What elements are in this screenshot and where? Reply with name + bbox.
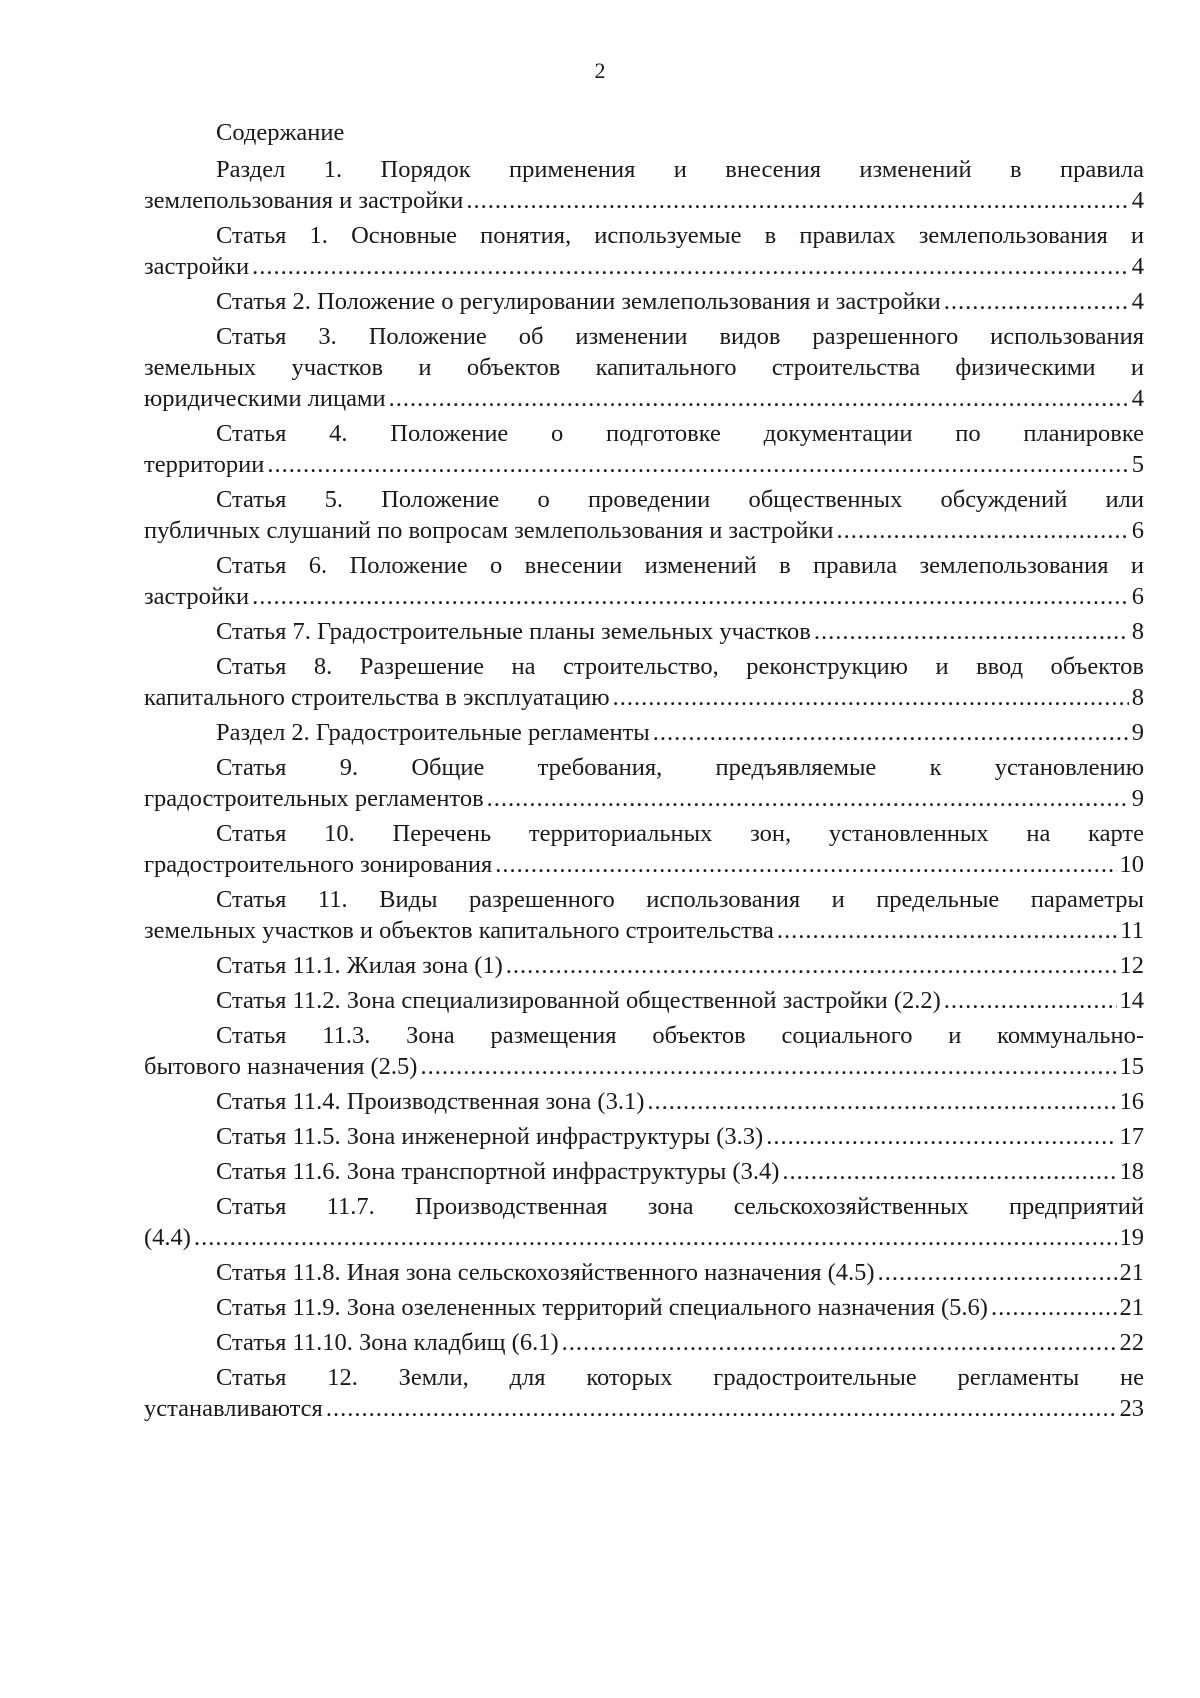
toc-entry-line [144,1327,1144,1358]
toc-entry[interactable] [144,616,1144,647]
toc-entry[interactable] [144,985,1144,1016]
toc-entry-page-number: 21 [1119,1294,1144,1321]
toc-entry-line [144,1222,1144,1253]
dot-leader [562,1327,1117,1358]
toc-entry[interactable] [144,1257,1144,1288]
toc-entry-line [144,185,1144,216]
toc-entry-line: Статья 11. Виды разрешенного использования и предельные параметры [216,886,1144,913]
dot-leader [506,950,1117,981]
dot-leader [653,717,1129,748]
toc-entry-title: земельных участков и объектов капитального строительства [144,917,774,944]
toc-entry-page-number: 4 [1131,253,1144,280]
dot-leader [837,515,1129,546]
toc-entry-line: Раздел 1. Порядок применения и внесения изменений в правила [216,156,1144,183]
toc-entry-title: Статья 11.2. Зона специализированной общественной застройки (2.2) [216,987,941,1014]
toc-entry-line [144,286,1144,317]
toc-entry-line: Статья 11.3. Зона размещения объектов социального и коммунально- [216,1022,1144,1049]
dot-leader [782,1156,1116,1187]
toc-entry-page-number: 10 [1119,851,1144,878]
dot-leader [991,1292,1117,1323]
toc-entry[interactable] [144,651,1144,713]
toc-entry-title: Статья 11.10. Зона кладбищ (6.1) [216,1329,559,1356]
toc-entries [144,154,1144,1424]
toc-entry-line [144,449,1144,480]
toc-entry-title: застройки [144,583,250,610]
toc-entry[interactable] [144,1086,1144,1117]
toc-entry-line: Статья 6. Положение о внесении изменений в правила землепользования и [216,552,1144,579]
toc-entry-page-number: 5 [1131,451,1144,478]
toc-entry-line: Статья 9. Общие требования, предъявляемые к установлению [216,754,1144,781]
toc-entry-line: Статья 10. Перечень территориальных зон, установленных на карте [216,820,1144,847]
toc-entry-title: Статья 11.8. Иная зона сельскохозяйственного назначения (4.5) [216,1259,875,1286]
toc-entry[interactable] [144,1156,1144,1187]
toc-entry-line [144,515,1144,546]
toc-entry-line [144,950,1144,981]
toc-entry[interactable] [144,950,1144,981]
dot-leader [252,251,1129,282]
toc-entry-page-number: 15 [1119,1053,1144,1080]
toc-entry-line: Статья 1. Основные понятия, используемые в правилах землепользования и [216,222,1144,249]
dot-leader [878,1257,1117,1288]
toc-entry-title: Статья 11.9. Зона озелененных территорий специального назначения (5.6) [216,1294,988,1321]
toc-entry-page-number: 4 [1131,187,1144,214]
toc-entry-line [144,1121,1144,1152]
dot-leader [944,985,1117,1016]
toc-entry-line [144,985,1144,1016]
toc-entry-title: градостроительного зонирования [144,851,493,878]
toc-entry[interactable] [144,484,1144,546]
toc-entry-title: устанавливаются [144,1395,323,1422]
toc-entry-line [144,915,1144,946]
toc-entry[interactable] [144,884,1144,946]
toc-entry-page-number: 16 [1119,1088,1144,1115]
toc-entry-line: земельных участков и объектов капитального строительства физическими и [144,354,1144,381]
toc-entry-title: юридическими лицами [144,385,386,412]
toc-entry-title: Статья 2. Положение о регулировании землепользования и застройки [216,288,941,315]
toc-entry-page-number: 14 [1119,987,1144,1014]
toc-entry-page-number: 23 [1119,1395,1144,1422]
toc-entry[interactable] [144,752,1144,814]
toc-entry[interactable] [144,550,1144,612]
toc-entry-title: (4.4) [144,1224,191,1251]
toc-entry-line: Статья 3. Положение об изменении видов разрешенного использования [216,323,1144,350]
toc-entry-line [144,581,1144,612]
dot-leader [814,616,1129,647]
dot-leader [495,849,1116,880]
toc-entry-line [144,383,1144,414]
toc-entry-line [144,1086,1144,1117]
dot-leader [326,1393,1117,1424]
table-of-contents [144,116,1144,1424]
toc-entry-line [144,849,1144,880]
toc-entry-line: Статья 5. Положение о проведении общественных обсуждений или [216,486,1144,513]
toc-entry-page-number: 6 [1131,517,1144,544]
dot-leader [252,581,1129,612]
toc-entry-title: Статья 11.5. Зона инженерной инфраструктуры (3.3) [216,1123,764,1150]
toc-entry[interactable] [144,154,1144,216]
toc-entry[interactable] [144,1327,1144,1358]
toc-entry-page-number: 18 [1119,1158,1144,1185]
toc-entry[interactable] [144,220,1144,282]
toc-entry[interactable] [144,1020,1144,1082]
toc-entry-line [144,251,1144,282]
toc-entry[interactable] [144,818,1144,880]
toc-entry-line [144,616,1144,647]
toc-entry-page-number: 8 [1131,684,1144,711]
page-number: 2 [594,58,606,83]
toc-entry[interactable] [144,1121,1144,1152]
toc-entry-page-number: 8 [1131,618,1144,645]
toc-entry-line: Статья 4. Положение о подготовке документации по планировке [216,420,1144,447]
dot-leader [766,1121,1116,1152]
dot-leader [487,783,1129,814]
toc-entry-line [144,783,1144,814]
toc-entry-title: бытового назначения (2.5) [144,1053,418,1080]
toc-entry[interactable] [144,1292,1144,1323]
toc-entry[interactable] [144,286,1144,317]
toc-entry-page-number: 12 [1119,952,1144,979]
dot-leader [944,286,1129,317]
toc-entry-line: Статья 12. Земли, для которых градостроительные регламенты не [216,1364,1144,1391]
toc-heading: Содержание [216,119,345,146]
toc-entry-page-number: 6 [1131,583,1144,610]
toc-entry[interactable] [144,321,1144,414]
toc-entry-title: капитального строительства в эксплуатацию [144,684,610,711]
toc-entry-title: территории [144,451,265,478]
toc-entry-page-number: 9 [1131,719,1144,746]
dot-leader [420,1051,1116,1082]
toc-entry[interactable] [144,418,1144,480]
toc-entry-line [144,1393,1144,1424]
toc-entry-page-number: 4 [1131,385,1144,412]
toc-entry-page-number: 4 [1131,288,1144,315]
toc-entry-page-number: 17 [1119,1123,1144,1150]
toc-entry-line [144,1257,1144,1288]
dot-leader [647,1086,1116,1117]
toc-entry-page-number: 21 [1119,1259,1144,1286]
toc-entry-page-number: 9 [1131,785,1144,812]
toc-entry-page-number: 11 [1120,917,1144,944]
toc-entry-title: градостроительных регламентов [144,785,484,812]
dot-leader [267,449,1128,480]
toc-entry-title: Статья 11.6. Зона транспортной инфраструктуры (3.4) [216,1158,780,1185]
toc-entry-title: Статья 11.1. Жилая зона (1) [216,952,503,979]
toc-entry-line [144,1292,1144,1323]
dot-leader [777,915,1118,946]
toc-entry-line [144,682,1144,713]
toc-entry-title: Раздел 2. Градостроительные регламенты [216,719,650,746]
dot-leader [466,185,1128,216]
toc-entry-page-number: 19 [1119,1224,1144,1251]
dot-leader [613,682,1129,713]
toc-entry-line [144,1051,1144,1082]
toc-entry[interactable] [144,1362,1144,1424]
toc-entry-line [144,1156,1144,1187]
toc-entry-title: застройки [144,253,250,280]
dot-leader [389,383,1129,414]
toc-entry[interactable] [144,717,1144,748]
toc-entry-title: публичных слушаний по вопросам землепользования и застройки [144,517,834,544]
toc-entry-line: Статья 8. Разрешение на строительство, реконструкцию и ввод объектов [216,653,1144,680]
toc-entry-title: Статья 7. Градостроительные планы земельных участков [216,618,811,645]
toc-entry-title: Статья 11.4. Производственная зона (3.1) [216,1088,645,1115]
toc-entry-line [144,717,1144,748]
toc-entry-title: землепользования и застройки [144,187,464,214]
toc-entry-line: Статья 11.7. Производственная зона сельскохозяйственных предприятий [216,1193,1144,1220]
toc-entry[interactable] [144,1191,1144,1253]
dot-leader [194,1222,1117,1253]
toc-entry-page-number: 22 [1119,1329,1144,1356]
